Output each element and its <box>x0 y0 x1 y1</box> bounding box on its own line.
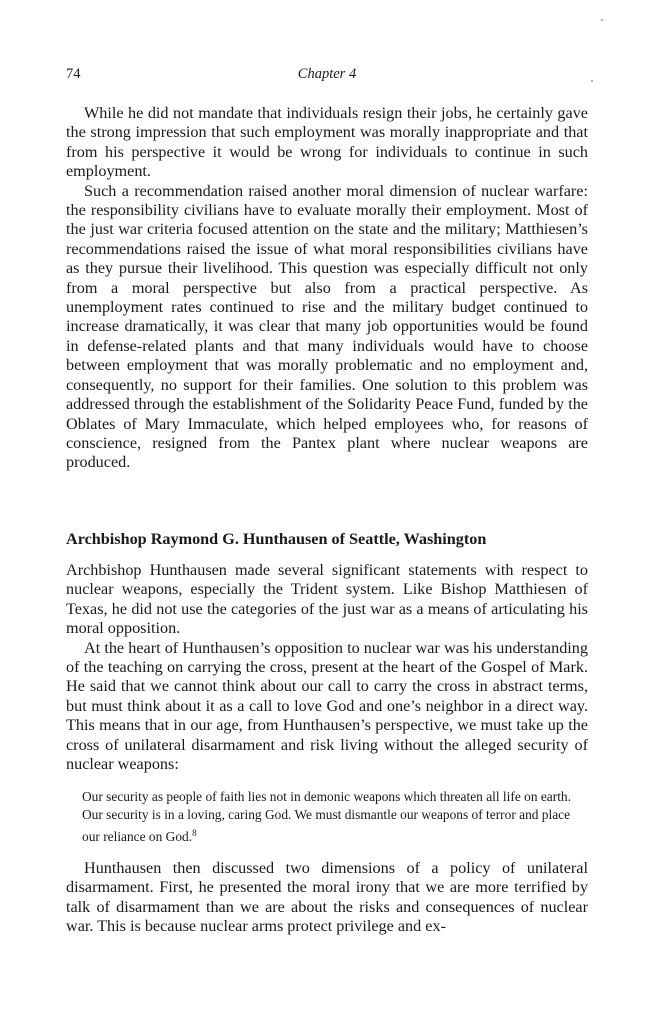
body-text-after-quote <box>66 859 588 937</box>
footnote-marker: 8 <box>192 828 197 839</box>
paragraph: Such a recommendation raised another moral dimension of nuclear warfare: the responsibility civilians have to evaluate morally their employment. Most of the just war criteria focused attention on the state and the military; Matthiesen’s recommendations raised the issue of what moral responsibilities civilians have as they pursue their livelihood. This question was especially difficult not only from a moral perspective but also from a practical perspective. As unemployment rates continued to rise and the military budget continued to increase dramatically, it was clear that many job opportunities would be found in defense-related plants and that many individuals would have to choose between employment that was morally problematic and no employment and, consequently, no support for their families. One solution to this problem was addressed through the establishment of the Solidarity Peace Fund, funded by the Oblates of Mary Immaculate, which helped employees who, for reasons of conscience, resigned from the Pantex plant where nuclear weapons are produced. <box>66 181 588 472</box>
scan-speck <box>591 80 593 82</box>
paragraph: Hunthausen then discussed two dimensions of a policy of unilateral disarmament. First, he presented the moral irony that we are more terrified by talk of disarmament than we are about the risks and consequences of nuclear war. This is because nuclear arms protect privilege and ex- <box>66 859 588 936</box>
paragraph: Archbishop Hunthausen made several significant statements with respect to nuclear weapons, especially the Trident system. Like Bishop Matthiesen of Texas, he did not use the categories of the just war as a means of articulating his moral opposition. <box>66 561 588 638</box>
chapter-label: Chapter 4 <box>297 66 357 82</box>
body-text-top <box>66 104 588 473</box>
scan-speck <box>601 19 603 21</box>
page-number: 74 <box>66 66 81 82</box>
section-heading: Archbishop Raymond G. Hunthausen of Seattle, Washington <box>66 530 487 548</box>
block-quote <box>82 788 574 847</box>
paragraph: At the heart of Hunthausen’s opposition to nuclear war was his understanding of the teaching on carrying the cross, present at the heart of the Gospel of Mark. He said that we cannot think about our call to carry the cross in abstract terms, but must think about it as a call to love God and one’s neighbor in a direct way. This means that in our age, from Hunthausen’s perspective, we must take up the cross of unilateral disarmament and risk living without the alleged security of nuclear weapons: <box>66 638 588 774</box>
running-head <box>66 66 588 86</box>
quote-text: Our security as people of faith lies not in demonic weapons which threaten all life on earth. Our security is in a loving, caring God. We must dismantle our weapons of terror and place our reliance on God. <box>82 789 571 845</box>
paragraph: While he did not mandate that individuals resign their jobs, he certainly gave the strong impression that such employment was morally inappropriate and that from his perspective it would be wrong for individuals to continue in such employment. <box>66 104 588 181</box>
body-text-section <box>66 561 588 774</box>
